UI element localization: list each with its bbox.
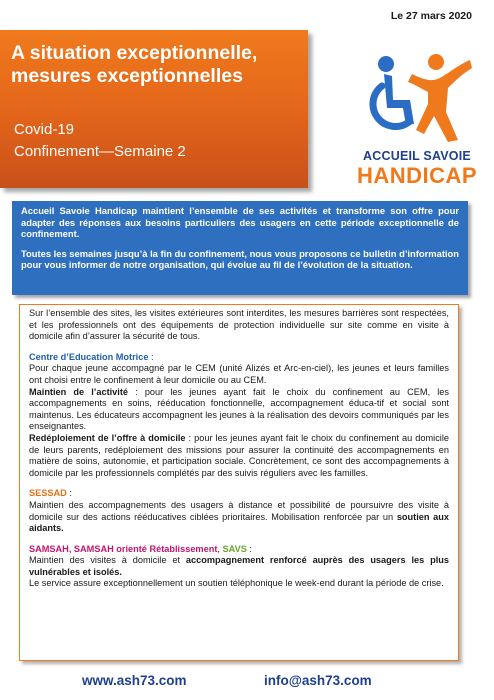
- savs-heading-text: SAVS: [222, 543, 247, 554]
- email-link[interactable]: info@ash73.com: [264, 673, 372, 688]
- main-title-line-1: A situation exceptionnelle,: [11, 42, 258, 64]
- intro-paragraph-1: Accueil Savoie Handicap maintient l’ensemble de ses activités et transforme son offre pour adapter des réponses aux besoins particuliers des usagers en cette période exceptionnelle de confinement.: [21, 205, 459, 240]
- logo-figures-icon: [362, 52, 474, 147]
- accueil-savoie-handicap-logo: [352, 52, 482, 192]
- cem-heading-text: Centre d’Education Motrice: [29, 351, 149, 362]
- content-box: [19, 304, 459, 661]
- samsah-text: Maintien des visites à domicile et: [29, 555, 186, 566]
- main-title: [11, 42, 303, 88]
- intro-box: [12, 201, 468, 295]
- main-title-line-2: mesures exceptionnelles: [11, 65, 243, 87]
- samsah-separator: ,: [217, 543, 223, 554]
- samsah-paragraph-2: Le service assure exceptionnellement un soutien téléphonique le week-end durant la période de crise.: [29, 578, 444, 589]
- cem-activity-label: Maintien de l’activité: [29, 386, 129, 397]
- cem-redeploy-text: : pour les jeunes ayant fait le choix du confinement au domicile de leurs parents, redéploiement des missions pour assurer la continuité des accompagnements en matière de soins, autonomie, et participation sociale. Concrètement, ce sont des accompagnements à domicile par les professionnels complétés par des suivis réguliers avec les familles.: [29, 432, 449, 478]
- cem-heading: [29, 352, 449, 364]
- cem-redeploy-label: Redéploiement de l’offre à domicile: [29, 432, 186, 443]
- savs-heading-colon: :: [246, 543, 252, 554]
- sessad-paragraph: [29, 500, 449, 535]
- sessad-heading: [29, 488, 449, 500]
- general-measures: Sur l’ensemble des sites, les visites extérieures sont interdites, les mesures barrières sont respectées, et les professionnels ont des équipements de protection individuelle sur site comme en visite à domicile afin d’assurer la sécurité de tous.: [29, 308, 449, 342]
- website-link[interactable]: www.ash73.com: [82, 673, 187, 688]
- sessad-heading-text: SESSAD: [29, 488, 67, 499]
- logo-text-line-1: ACCUEIL SAVOIE: [363, 149, 471, 163]
- cem-activity: [29, 387, 449, 433]
- cem-heading-colon: :: [148, 351, 154, 362]
- cem-redeployment: [29, 433, 449, 479]
- sessad-heading-colon: :: [66, 488, 72, 499]
- bulletin-date: Le 27 mars 2020: [390, 10, 472, 22]
- cem-activity-text: : pour les jeunes ayant fait le choix du confinement au CEM, les accompagnements en soins, rééducation fonctionnelle, accompagnement éduca-tif et social sont maintenus. Les éducateurs accompagnent les jeunes à la réalisation des devoirs communiqués par les enseignantes.: [29, 386, 449, 432]
- subtitle-covid: Covid-19: [14, 121, 75, 138]
- samsah-heading-text: SAMSAH, SAMSAH orienté Rétablissement: [29, 543, 218, 554]
- intro-paragraph-2: Toutes les semaines jusqu’à la fin du confinement, nous vous proposons ce bulletin d’information pour vous informer de notre organisation, qui évolue au fil de l’évolution de la situation.: [21, 247, 459, 271]
- subtitle-week: Confinement—Semaine 2: [14, 143, 186, 160]
- samsah-bold-text: accompagnement renforcé auprès des usagers les plus vulnérables et isolés.: [29, 555, 449, 577]
- logo-text-line-2: HANDICAP: [356, 163, 478, 188]
- sessad-bold-text: soutien aux aidants.: [29, 511, 449, 534]
- sessad-text: Maintien des accompagnements des usagers à distance et possibilité de poursuivre des visite à domicile sur des actions rééducatives ciblées prioritaires. Mobilisation renforcée par un: [29, 499, 449, 522]
- samsah-paragraph-1: [29, 555, 449, 578]
- cem-paragraph: Pour chaque jeune accompagné par le CEM (unité Alizés et Arc-en-ciel), les jeunes et leurs familles ont choisi entre le confinement à leur domicile ou au CEM.: [29, 363, 449, 385]
- title-banner: [0, 30, 308, 188]
- samsah-heading: [29, 544, 449, 556]
